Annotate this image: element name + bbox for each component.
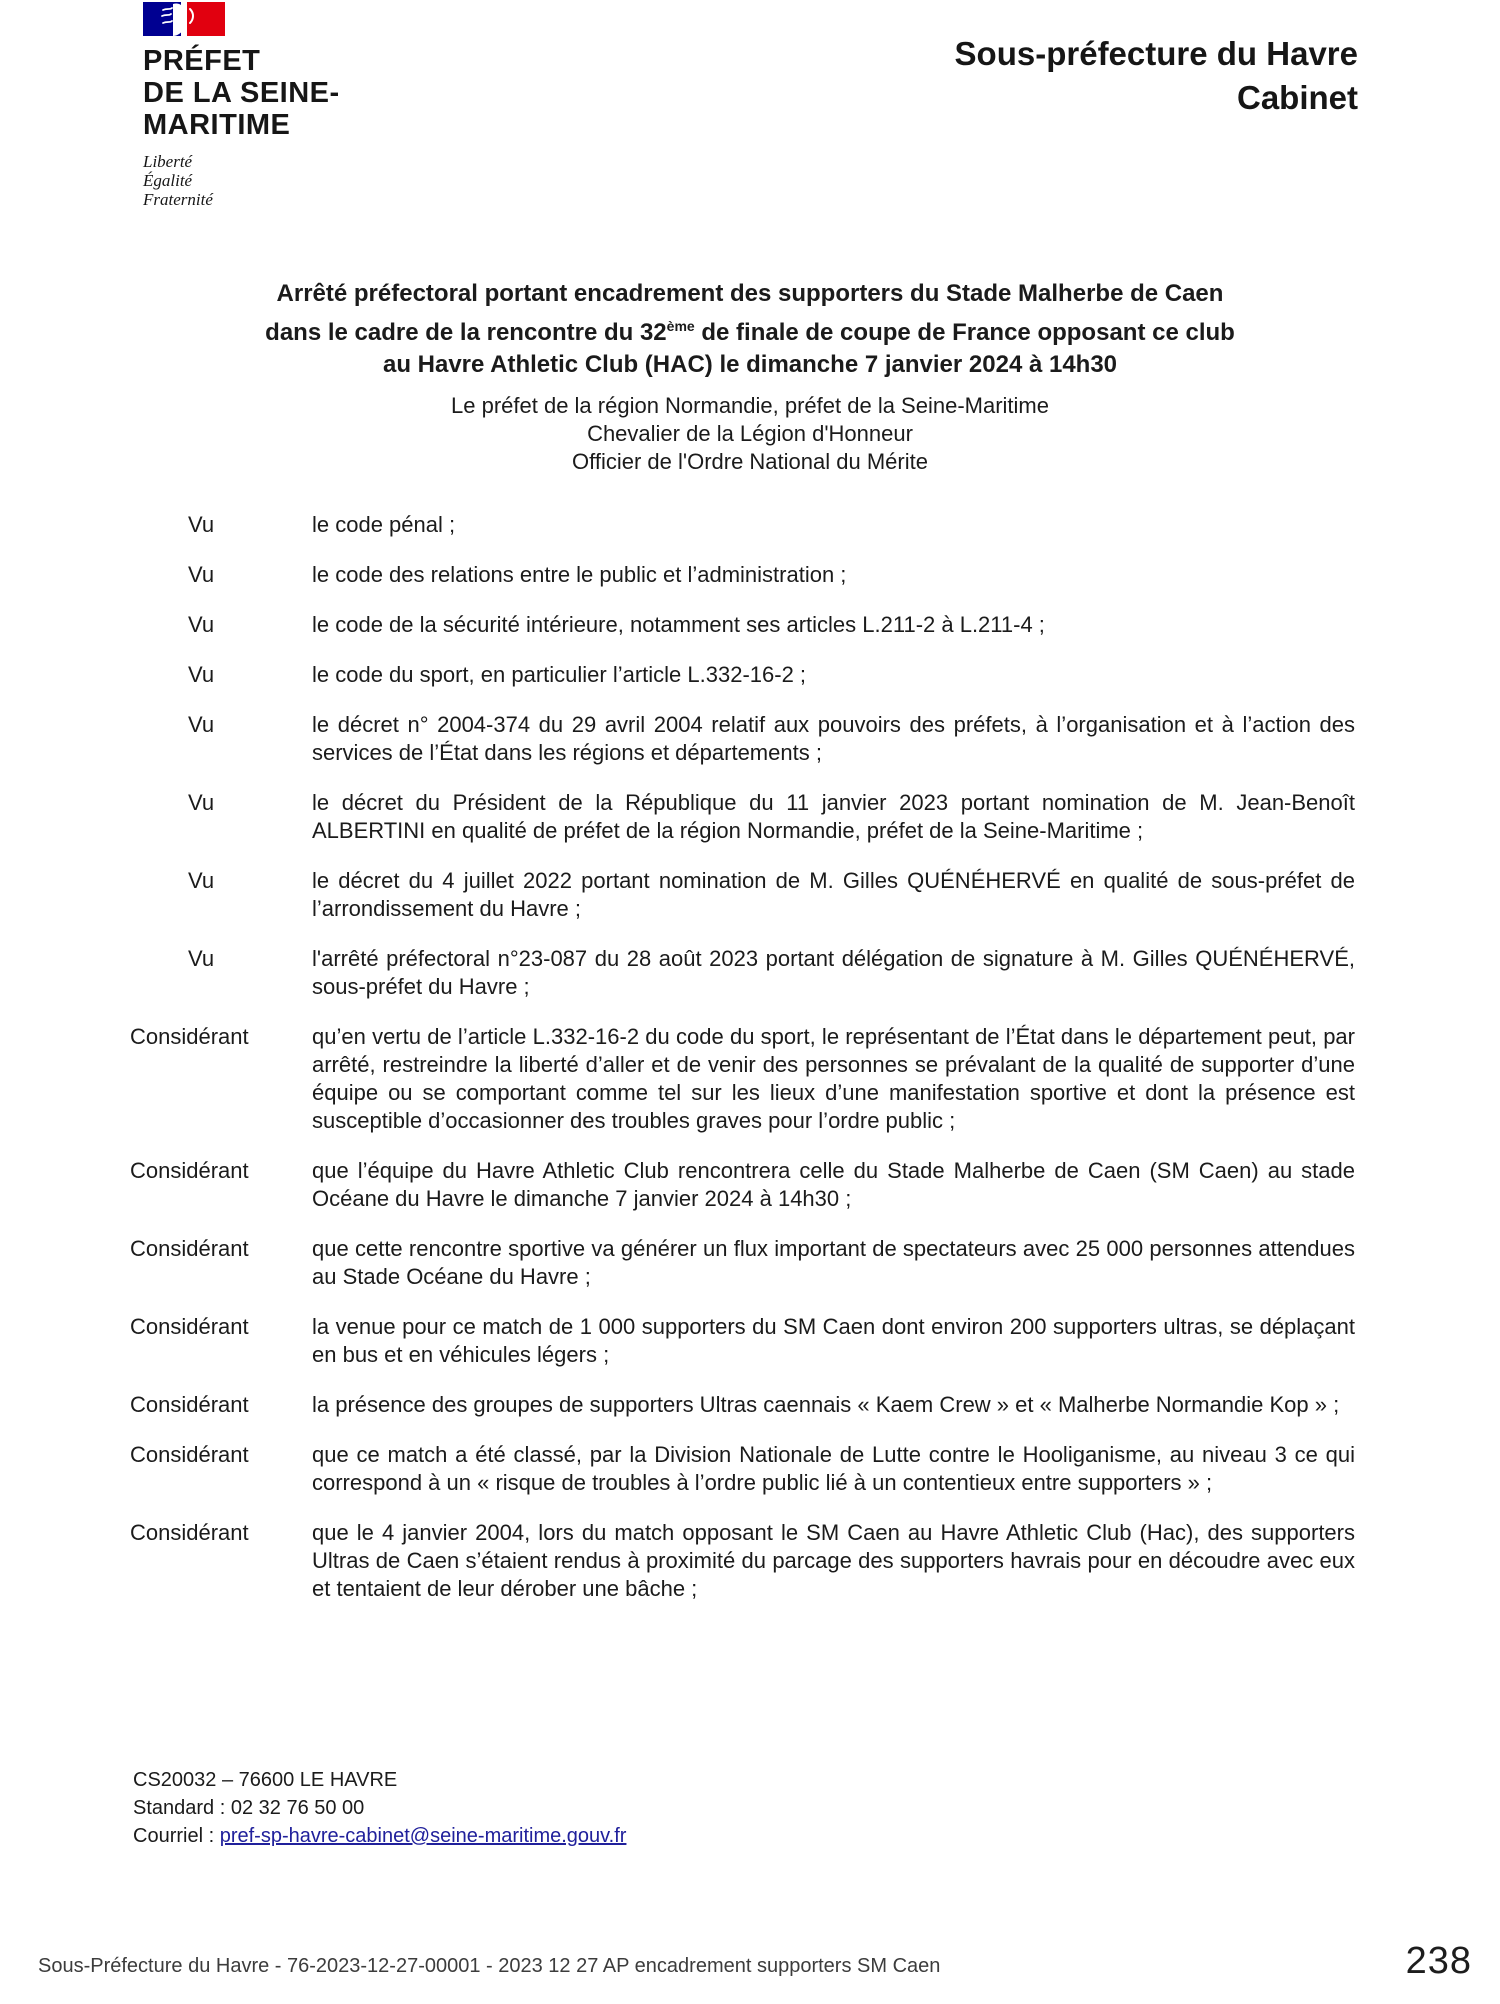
issuing-service — [955, 32, 1358, 120]
clause-text: le code de la sécurité intérieure, notamment ses articles L.211-2 à L.211-4 ; — [312, 612, 1045, 637]
clause-label: Vu — [188, 512, 215, 537]
document-reference: Sous-Préfecture du Havre - 76-2023-12-27-00001 - 2023 12 27 AP encadrement supporters SM Caen — [38, 1955, 941, 1977]
clause-text: que cette rencontre sportive va générer un flux important de spectateurs avec 25 000 personnes attendues au Stade Océane du Havre ; — [312, 1236, 1355, 1289]
contact-phone: Standard : 02 32 76 50 00 — [133, 1797, 365, 1819]
contact-email-label: Courriel : — [133, 1825, 215, 1847]
clause-row — [130, 1157, 1355, 1213]
motto-line: Fraternité — [143, 190, 213, 209]
clause-row — [130, 867, 1355, 923]
clause-text: le code des relations entre le public et l’administration ; — [312, 562, 847, 587]
clause-label: Vu — [188, 868, 215, 893]
prefecture-name-line: PRÉFET — [143, 45, 261, 77]
clause-label: Considérant — [130, 1158, 249, 1183]
authority-line: Chevalier de la Légion d'Honneur — [587, 421, 913, 446]
clause-label: Vu — [188, 946, 215, 971]
motto-line: Liberté — [143, 152, 193, 171]
clause-row — [130, 1519, 1355, 1603]
ordinal-superscript: ème — [666, 318, 695, 334]
clause-text: que l’équipe du Havre Athletic Club rencontrera celle du Stade Malherbe de Caen (SM Caen) au stade Océane du Havre le dimanche 7 janvier 2024 à 14h30 ; — [312, 1158, 1355, 1211]
contact-block — [133, 1766, 626, 1850]
issuing-authority — [90, 392, 1410, 476]
authority-line: Le préfet de la région Normandie, préfet de la Seine-Maritime — [451, 393, 1049, 418]
authority-line: Officier de l'Ordre National du Mérite — [572, 449, 928, 474]
contact-email-link[interactable]: pref-sp-havre-cabinet@seine-maritime.gouv.fr — [219, 1825, 627, 1847]
clause-label: Vu — [188, 612, 215, 637]
service-unit: Cabinet — [1236, 79, 1358, 116]
clause-label: Vu — [188, 790, 215, 815]
clause-label: Considérant — [130, 1520, 249, 1545]
clause-text: que le 4 janvier 2004, lors du match opposant le SM Caen au Havre Athletic Club (Hac), des supporters Ultras de Caen s’étaient rendus à proximité du parcage des supporters havrais pour en découdre avec eux et tentaient de leur dérober une bâche ; — [312, 1520, 1355, 1601]
decree-title-line: au Havre Athletic Club (HAC) le dimanche 7 janvier 2024 à 14h30 — [382, 351, 1118, 378]
decree-title-line: Arrêté préfectoral portant encadrement des supporters du Stade Malherbe de Caen — [276, 280, 1224, 307]
prefecture-name-line: MARITIME — [143, 109, 291, 141]
clause-row — [130, 1391, 1355, 1419]
clause-row — [130, 789, 1355, 845]
clause-label: Considérant — [130, 1392, 249, 1417]
contact-email-line — [133, 1822, 626, 1850]
republique-logo — [143, 2, 340, 209]
contact-address: CS20032 – 76600 LE HAVRE — [133, 1769, 398, 1791]
clause-row — [130, 611, 1355, 639]
clause-text: la venue pour ce match de 1 000 supporters du SM Caen dont environ 200 supporters ultras, se déplaçant en bus et en véhicules légers ; — [312, 1314, 1355, 1367]
clause-text: le décret n° 2004-374 du 29 avril 2004 relatif aux pouvoirs des préfets, à l’organisation et à l’action des services de l’État dans les régions et départements ; — [312, 712, 1355, 765]
clause-text: le décret du 4 juillet 2022 portant nomination de M. Gilles QUÉNÉHERVÉ en qualité de sous-préfet de l’arrondissement du Havre ; — [312, 868, 1355, 921]
prefecture-name-line: DE LA SEINE- — [143, 77, 340, 109]
clause-row — [130, 1313, 1355, 1369]
clause-row — [130, 1441, 1355, 1497]
republic-motto — [143, 152, 340, 209]
clause-text: la présence des groupes de supporters Ultras caennais « Kaem Crew » et « Malherbe Normandie Kop » ; — [312, 1392, 1340, 1417]
prefecture-name — [143, 45, 340, 141]
clause-label: Vu — [188, 562, 215, 587]
clause-text: l'arrêté préfectoral n°23-087 du 28 août 2023 portant délégation de signature à M. Gilles QUÉNÉHERVÉ, sous-préfet du Havre ; — [312, 946, 1355, 999]
clause-text: que ce match a été classé, par la Division Nationale de Lutte contre le Hooliganisme, au niveau 3 ce qui correspond à un « risque de troubles à l’ordre public lié à un contentieux entre supporters » ; — [312, 1442, 1355, 1495]
french-flag-marianne-icon — [143, 2, 225, 36]
clause-row — [130, 511, 1355, 539]
clause-row — [130, 561, 1355, 589]
clause-label: Vu — [188, 662, 215, 687]
clause-label: Considérant — [130, 1314, 249, 1339]
clause-label: Considérant — [130, 1236, 249, 1261]
decree-title-line: dans le cadre de la rencontre du 32ème de finale de coupe de France opposant ce club — [265, 318, 1235, 346]
clause-text: qu’en vertu de l’article L.332-16-2 du code du sport, le représentant de l’État dans le département peut, par arrêté, restreindre la liberté d’aller et de venir des personnes se prévalant de la qualité de supporter d’une équipe ou se comportant comme tel sur les lieux d’une manifestation sportive et dont la présence est susceptible d’occasionner des troubles graves pour l’ordre public ; — [312, 1024, 1355, 1133]
page-number: 238 — [1405, 1940, 1472, 1982]
clause-row — [130, 1235, 1355, 1291]
clause-label: Considérant — [130, 1024, 249, 1049]
clause-label: Vu — [188, 712, 215, 737]
clause-row — [130, 661, 1355, 689]
clause-row — [130, 711, 1355, 767]
clause-label: Considérant — [130, 1442, 249, 1467]
clause-row — [130, 945, 1355, 1001]
clause-text: le décret du Président de la République du 11 janvier 2023 portant nomination de M. Jean-Benoît ALBERTINI en qualité de préfet de la région Normandie, préfet de la Seine-Maritime ; — [312, 790, 1355, 843]
decree-title-block — [90, 278, 1410, 476]
clauses-list — [130, 511, 1355, 1625]
clause-row — [130, 1023, 1355, 1135]
service-name: Sous-préfecture du Havre — [954, 35, 1358, 72]
motto-line: Égalité — [143, 171, 193, 190]
clause-text: le code du sport, en particulier l’article L.332-16-2 ; — [312, 662, 807, 687]
clause-text: le code pénal ; — [312, 512, 456, 537]
